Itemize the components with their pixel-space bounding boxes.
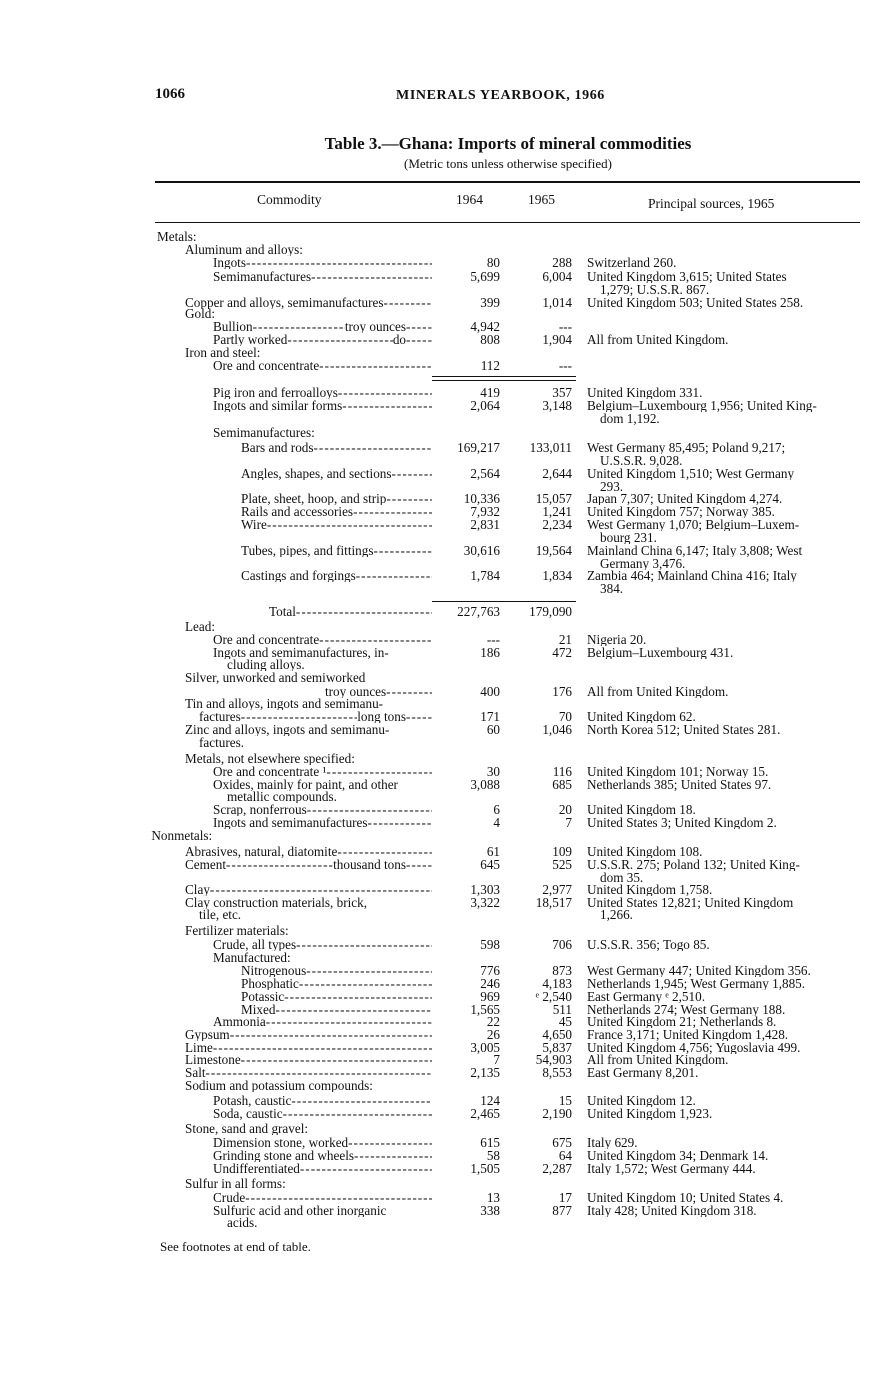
principal-sources: Mainland China 6,147; Italy 3,808; West xyxy=(587,544,803,557)
commodity-label: Semimanufactures ----- xyxy=(213,270,432,283)
table-row xyxy=(0,1053,893,1067)
commodity-label: Dimension stone, worked ----- xyxy=(213,1136,432,1149)
table-row xyxy=(0,441,893,455)
value-1964: 30 xyxy=(486,765,500,778)
commodity-label: Castings and forgings ----- xyxy=(241,569,432,582)
value-1965: 1,046 xyxy=(542,723,572,736)
table-row xyxy=(0,467,893,481)
principal-sources: United Kingdom 18. xyxy=(587,803,696,816)
commodity-label: Partly worked ----- do ----- xyxy=(213,333,432,346)
principal-sources: Netherlands 1,945; West Germany 1,885. xyxy=(587,977,806,990)
running-head: MINERALS YEARBOOK, 1966 xyxy=(396,88,605,103)
value-1965: 18,517 xyxy=(535,896,572,909)
value-1965: 2,190 xyxy=(542,1107,572,1120)
value-1964: 1,303 xyxy=(470,883,500,896)
value-1964: 5,699 xyxy=(470,270,500,283)
value-1965: 8,553 xyxy=(542,1066,572,1079)
commodity-label: Lime ----- xyxy=(185,1041,432,1054)
principal-sources: United Kingdom 4,756; Yugoslavia 499. xyxy=(587,1041,801,1054)
value-1965: --- xyxy=(558,320,572,333)
column-header-1964: 1964 xyxy=(456,192,483,207)
value-1964: 61 xyxy=(486,845,500,858)
principal-sources: United Kingdom 503; United States 258. xyxy=(587,296,804,309)
table-row xyxy=(0,230,893,244)
table-row xyxy=(0,883,893,897)
value-1964: 2,831 xyxy=(470,518,500,531)
commodity-label: Zinc and alloys, ingots and semimanu- xyxy=(185,723,390,736)
principal-sources: North Korea 512; United States 281. xyxy=(587,723,781,736)
principal-sources: France 3,171; United Kingdom 1,428. xyxy=(587,1028,789,1041)
value-1964: 1,565 xyxy=(470,1003,500,1016)
value-1965: 685 xyxy=(552,778,572,791)
value-1965: 357 xyxy=(552,386,572,399)
value-1965: 2,977 xyxy=(542,883,572,896)
commodity-label: Ingots ----- xyxy=(213,256,432,269)
value-1964: 58 xyxy=(486,1149,500,1162)
commodity-label: Ore and concentrate ----- xyxy=(213,633,432,646)
table-row xyxy=(0,399,893,413)
value-1964: 227,763 xyxy=(457,605,500,618)
value-1964: 13 xyxy=(486,1191,500,1204)
principal-sources: United Kingdom 62. xyxy=(587,710,696,723)
value-1965: 19,564 xyxy=(535,544,572,557)
value-1965: ᵉ 2,540 xyxy=(535,990,572,1003)
value-1964: 7,932 xyxy=(470,505,500,518)
table-row xyxy=(0,505,893,519)
commodity-label: Gypsum ----- xyxy=(185,1028,432,1041)
principal-sources: Switzerland 260. xyxy=(587,256,677,269)
value-1964: 186 xyxy=(480,646,500,659)
value-1964: 26 xyxy=(486,1028,500,1041)
table-row xyxy=(0,1136,893,1150)
principal-sources: Japan 7,307; United Kingdom 4,274. xyxy=(587,492,783,505)
commodity-label: Pig iron and ferroalloys ----- xyxy=(213,386,432,399)
principal-sources: East Germany 8,201. xyxy=(587,1066,699,1079)
table-row xyxy=(0,386,893,400)
value-1965: 525 xyxy=(552,858,572,871)
column-header-sources: Principal sources, 1965 xyxy=(648,196,775,211)
commodity-label: tile, etc. xyxy=(199,908,242,921)
commodity-label: Rails and accessories ----- xyxy=(241,505,432,518)
value-1965: 21 xyxy=(558,633,572,646)
value-1965: 109 xyxy=(552,845,572,858)
value-1965: 2,287 xyxy=(542,1162,572,1175)
value-1965: 675 xyxy=(552,1136,572,1149)
value-1965: 1,241 xyxy=(542,505,572,518)
value-1964: 22 xyxy=(486,1015,500,1028)
table-row xyxy=(0,710,893,724)
principal-sources: 1,266. xyxy=(600,908,633,921)
principal-sources: West Germany 1,070; Belgium–Luxem- xyxy=(587,518,800,531)
principal-sources: West Germany 85,495; Poland 9,217; xyxy=(587,441,786,454)
table-row xyxy=(0,633,893,647)
table-row xyxy=(0,283,893,297)
table-row xyxy=(0,990,893,1004)
principal-sources: United Kingdom 10; United States 4. xyxy=(587,1191,784,1204)
value-1964: 2,465 xyxy=(470,1107,500,1120)
table-row xyxy=(0,752,893,766)
commodity-label: Scrap, nonferrous ----- xyxy=(213,803,432,816)
value-1964: 969 xyxy=(480,990,500,1003)
commodity-label: Ore and concentrate ----- xyxy=(213,359,432,372)
principal-sources: U.S.S.R. 356; Togo 85. xyxy=(587,938,710,951)
principal-sources: All from United Kingdom. xyxy=(587,333,729,346)
commodity-label: Ingots and semimanufactures, in- xyxy=(213,646,389,659)
table-row xyxy=(0,845,893,859)
table-row xyxy=(0,1107,893,1121)
principal-sources: United Kingdom 21; Netherlands 8. xyxy=(587,1015,777,1028)
value-1965: 15,057 xyxy=(535,492,572,505)
principal-sources: Italy 428; United Kingdom 318. xyxy=(587,1204,757,1217)
table-row xyxy=(0,454,893,468)
value-1964: 776 xyxy=(480,964,500,977)
value-1965: 15 xyxy=(558,1094,572,1107)
commodity-label: Ingots and similar forms ----- xyxy=(213,399,432,412)
value-1964: 399 xyxy=(480,296,500,309)
commodity-label: Cement ----- thousand tons ----- xyxy=(185,858,432,871)
principal-sources: East Germany ᵉ 2,510. xyxy=(587,990,706,1003)
commodity-label: Iron and steel: xyxy=(185,346,261,359)
principal-sources: Italy 629. xyxy=(587,1136,638,1149)
table-row xyxy=(0,359,893,373)
page-number: 1066 xyxy=(155,86,185,102)
value-1964: 169,217 xyxy=(457,441,500,454)
table-row xyxy=(0,320,893,334)
value-1964: 2,064 xyxy=(470,399,500,412)
table-row xyxy=(0,790,893,804)
value-1965: 179,090 xyxy=(529,605,572,618)
table-row xyxy=(0,544,893,558)
commodity-label: Sulfuric acid and other inorganic xyxy=(213,1204,387,1217)
value-1964: 10,336 xyxy=(463,492,500,505)
commodity-label: Angles, shapes, and sections ----- xyxy=(241,467,432,480)
value-1965: 54,903 xyxy=(535,1053,572,1066)
value-1964: 112 xyxy=(480,359,500,372)
value-1964: 7 xyxy=(493,1053,500,1066)
table-row xyxy=(0,816,893,830)
value-1965: 20 xyxy=(558,803,572,816)
table-row xyxy=(0,426,893,440)
commodity-label: Sulfur in all forms: xyxy=(185,1177,286,1190)
principal-sources: West Germany 447; United Kingdom 356. xyxy=(587,964,811,977)
commodity-label: Ingots and semimanufactures ----- xyxy=(213,816,432,829)
commodity-label: Clay ----- xyxy=(185,883,432,896)
value-1964: 124 xyxy=(480,1094,500,1107)
value-1965: 3,148 xyxy=(542,399,572,412)
table-row xyxy=(0,1028,893,1042)
table-row xyxy=(0,1216,893,1230)
commodity-label: Gold: xyxy=(185,307,216,320)
principal-sources: All from United Kingdom. xyxy=(587,1053,729,1066)
table-row xyxy=(0,256,893,270)
value-1965: 176 xyxy=(552,685,572,698)
principal-sources: United Kingdom 757; Norway 385. xyxy=(587,505,775,518)
table-row xyxy=(0,1162,893,1176)
commodity-label: Grinding stone and wheels ----- xyxy=(213,1149,432,1162)
value-1964: 6 xyxy=(493,803,500,816)
principal-sources: United Kingdom 34; Denmark 14. xyxy=(587,1149,769,1162)
table-row xyxy=(0,697,893,711)
value-1965: 1,904 xyxy=(542,333,572,346)
value-1964: 3,088 xyxy=(470,778,500,791)
commodity-label: Metals, not elsewhere specified: xyxy=(185,752,355,765)
value-1964: 4,942 xyxy=(470,320,500,333)
value-1965: 706 xyxy=(552,938,572,951)
commodity-label: Manufactured: xyxy=(213,951,291,964)
unit-label: long tons xyxy=(357,710,406,723)
value-1964: 645 xyxy=(480,858,500,871)
commodity-label: Salt ----- xyxy=(185,1066,432,1079)
value-1964: 3,322 xyxy=(470,896,500,909)
table-row xyxy=(0,531,893,545)
value-1964: --- xyxy=(486,633,500,646)
principal-sources: United Kingdom 12. xyxy=(587,1094,696,1107)
commodity-label: Total ----- xyxy=(269,605,432,618)
table-row xyxy=(0,412,893,426)
principal-sources: 293. xyxy=(600,480,624,493)
table-row xyxy=(0,658,893,672)
principal-sources: United Kingdom 3,615; United States xyxy=(587,270,787,283)
value-1965: 17 xyxy=(558,1191,572,1204)
table-row xyxy=(0,569,893,583)
commodity-label: Potassic ----- xyxy=(241,990,432,1003)
value-1964: 400 xyxy=(480,685,500,698)
commodity-label: acids. xyxy=(227,1216,258,1229)
principal-sources: United Kingdom 1,510; West Germany xyxy=(587,467,795,480)
table-row xyxy=(0,829,893,843)
principal-sources: Netherlands 274; West Germany 188. xyxy=(587,1003,786,1016)
value-1965: 877 xyxy=(552,1204,572,1217)
value-1965: 1,834 xyxy=(542,569,572,582)
table-row xyxy=(0,243,893,257)
commodity-label: factures. xyxy=(199,736,245,749)
principal-sources: Italy 1,572; West Germany 444. xyxy=(587,1162,756,1175)
commodity-label: Sodium and potassium compounds: xyxy=(185,1079,373,1092)
value-1964: 2,564 xyxy=(470,467,500,480)
commodity-label: Tin and alloys, ingots and semimanu- xyxy=(185,697,384,710)
commodity-label: Aluminum and alloys: xyxy=(185,243,303,256)
principal-sources: United States 3; United Kingdom 2. xyxy=(587,816,777,829)
table-row xyxy=(0,736,893,750)
principal-sources: United Kingdom 1,923. xyxy=(587,1107,713,1120)
principal-sources: Belgium–Luxembourg 1,956; United King- xyxy=(587,399,817,412)
commodity-label: Soda, caustic ----- xyxy=(213,1107,432,1120)
value-1964: 246 xyxy=(480,977,500,990)
table-row xyxy=(0,765,893,779)
table-row xyxy=(0,977,893,991)
principal-sources: United States 12,821; United Kingdom xyxy=(587,896,794,909)
table-row xyxy=(0,1122,893,1136)
value-1965: 64 xyxy=(558,1149,572,1162)
table-row xyxy=(0,605,893,619)
table-row xyxy=(0,492,893,506)
value-1965: 116 xyxy=(552,765,572,778)
principal-sources: 1,279; U.S.S.R. 867. xyxy=(600,283,710,296)
table-row xyxy=(0,518,893,532)
commodity-label: Bars and rods ----- xyxy=(241,441,432,454)
table-row xyxy=(0,858,893,872)
unit-label: thousand tons xyxy=(333,858,406,871)
value-1964: 419 xyxy=(480,386,500,399)
table-subtitle: (Metric tons unless otherwise specified) xyxy=(404,156,612,171)
column-header-commodity: Commodity xyxy=(257,192,322,207)
principal-sources: bourg 231. xyxy=(600,531,657,544)
footnote: See footnotes at end of table. xyxy=(160,1239,311,1254)
value-1965: 2,234 xyxy=(542,518,572,531)
principal-sources: All from United Kingdom. xyxy=(587,685,729,698)
table-title: Table 3.—Ghana: Imports of mineral commodities xyxy=(324,134,692,153)
table-row xyxy=(0,924,893,938)
commodity-label: Wire ----- xyxy=(241,518,432,531)
principal-sources: 384. xyxy=(600,582,624,595)
commodity-label: troy ounces ----- xyxy=(325,685,432,698)
value-1965: 7 xyxy=(565,816,572,829)
commodity-label: Copper and alloys, semimanufactures ----- xyxy=(185,296,432,309)
value-1964: 60 xyxy=(486,723,500,736)
table-row xyxy=(0,620,893,634)
value-1965: 45 xyxy=(558,1015,572,1028)
table-row xyxy=(0,1177,893,1191)
value-1965: 472 xyxy=(552,646,572,659)
commodity-label: Tubes, pipes, and fittings ----- xyxy=(241,544,432,557)
value-1964: 80 xyxy=(486,256,500,269)
principal-sources: United Kingdom 108. xyxy=(587,845,703,858)
value-1964: 30,616 xyxy=(463,544,500,557)
principal-sources: Nigeria 20. xyxy=(587,633,647,646)
table-row xyxy=(0,333,893,347)
unit-label: troy ounces xyxy=(344,320,406,333)
table-row xyxy=(0,1149,893,1163)
table-row xyxy=(0,964,893,978)
value-1964: 3,005 xyxy=(470,1041,500,1054)
column-header-1965: 1965 xyxy=(528,192,555,207)
value-1964: 808 xyxy=(480,333,500,346)
commodity-label: Potash, caustic ----- xyxy=(213,1094,432,1107)
table-row xyxy=(0,908,893,922)
principal-sources: Zambia 464; Mainland China 416; Italy xyxy=(587,569,797,582)
commodity-label: Undifferentiated ----- xyxy=(213,1162,432,1175)
commodity-label: metallic compounds. xyxy=(227,790,337,803)
table-row xyxy=(0,1094,893,1108)
commodity-label: cluding alloys. xyxy=(227,658,305,671)
table-row xyxy=(0,723,893,737)
principal-sources: U.S.S.R. 9,028. xyxy=(600,454,683,467)
commodity-label: Crude ----- xyxy=(213,1191,432,1204)
value-1965: 511 xyxy=(552,1003,572,1016)
commodity-label: factures ----- long tons ----- xyxy=(199,710,432,723)
table-row xyxy=(0,1066,893,1080)
commodity-label: Crude, all types ----- xyxy=(213,938,432,951)
value-1965: 1,014 xyxy=(542,296,572,309)
value-1964: 171 xyxy=(480,710,500,723)
commodity-label: Clay construction materials, brick, xyxy=(185,896,368,909)
commodity-label: Fertilizer materials: xyxy=(185,924,289,937)
table-row xyxy=(0,582,893,596)
commodity-label: Oxides, mainly for paint, and other xyxy=(213,778,398,791)
value-1965: --- xyxy=(558,359,572,372)
value-1964: 4 xyxy=(493,816,500,829)
commodity-label: Plate, sheet, hoop, and strip ----- xyxy=(241,492,432,505)
table-row xyxy=(0,803,893,817)
value-1964: 2,135 xyxy=(470,1066,500,1079)
value-1964: 1,784 xyxy=(470,569,500,582)
commodity-label: Silver, unworked and semiworked xyxy=(185,671,366,684)
principal-sources: Netherlands 385; United States 97. xyxy=(587,778,772,791)
commodity-label: Ammonia ----- xyxy=(213,1015,432,1028)
value-1964: 1,505 xyxy=(470,1162,500,1175)
commodity-label: Nitrogenous ----- xyxy=(241,964,432,977)
principal-sources: Germany 3,476. xyxy=(600,557,686,570)
table-row xyxy=(0,1191,893,1205)
commodity-label: Limestone ----- xyxy=(185,1053,432,1066)
principal-sources: dom 1,192. xyxy=(600,412,660,425)
table-row xyxy=(0,1015,893,1029)
value-1965: 4,650 xyxy=(542,1028,572,1041)
table-row xyxy=(0,938,893,952)
value-1965: 133,011 xyxy=(529,441,572,454)
table-row xyxy=(0,270,893,284)
value-1964: 598 xyxy=(480,938,500,951)
commodity-label: Phosphatic ----- xyxy=(241,977,432,990)
value-1965: 5,837 xyxy=(542,1041,572,1054)
commodity-label: Metals: xyxy=(157,230,197,243)
principal-sources: U.S.S.R. 275; Poland 132; United King- xyxy=(587,858,800,871)
value-1965: 6,004 xyxy=(542,270,572,283)
principal-sources: United Kingdom 1,758. xyxy=(587,883,713,896)
commodity-label: Semimanufactures: xyxy=(213,426,315,439)
commodity-label: Bullion ----- troy ounces ----- xyxy=(213,320,432,333)
table-row xyxy=(0,671,893,685)
value-1965: 2,644 xyxy=(542,467,572,480)
table-row xyxy=(0,1079,893,1093)
commodity-label: Nonmetals: xyxy=(151,829,213,842)
commodity-label: Lead: xyxy=(185,620,216,633)
value-1965: 873 xyxy=(552,964,572,977)
commodity-label: Abrasives, natural, diatomite ----- xyxy=(185,845,432,858)
value-1964: 615 xyxy=(480,1136,500,1149)
value-1965: 4,183 xyxy=(542,977,572,990)
table-row xyxy=(0,307,893,321)
value-1965: 288 xyxy=(552,256,572,269)
table-row xyxy=(0,951,893,965)
value-1965: 70 xyxy=(558,710,572,723)
value-1964: 338 xyxy=(480,1204,500,1217)
unit-label: do xyxy=(392,333,406,346)
principal-sources: Belgium–Luxembourg 431. xyxy=(587,646,734,659)
principal-sources: dom 35. xyxy=(600,871,644,884)
commodity-label: Stone, sand and gravel: xyxy=(185,1122,309,1135)
commodity-label: Ore and concentrate ¹ ----- xyxy=(213,765,432,778)
commodity-label: Mixed ----- xyxy=(241,1003,432,1016)
principal-sources: United Kingdom 331. xyxy=(587,386,703,399)
table-row xyxy=(0,346,893,360)
principal-sources: United Kingdom 101; Norway 15. xyxy=(587,765,769,778)
